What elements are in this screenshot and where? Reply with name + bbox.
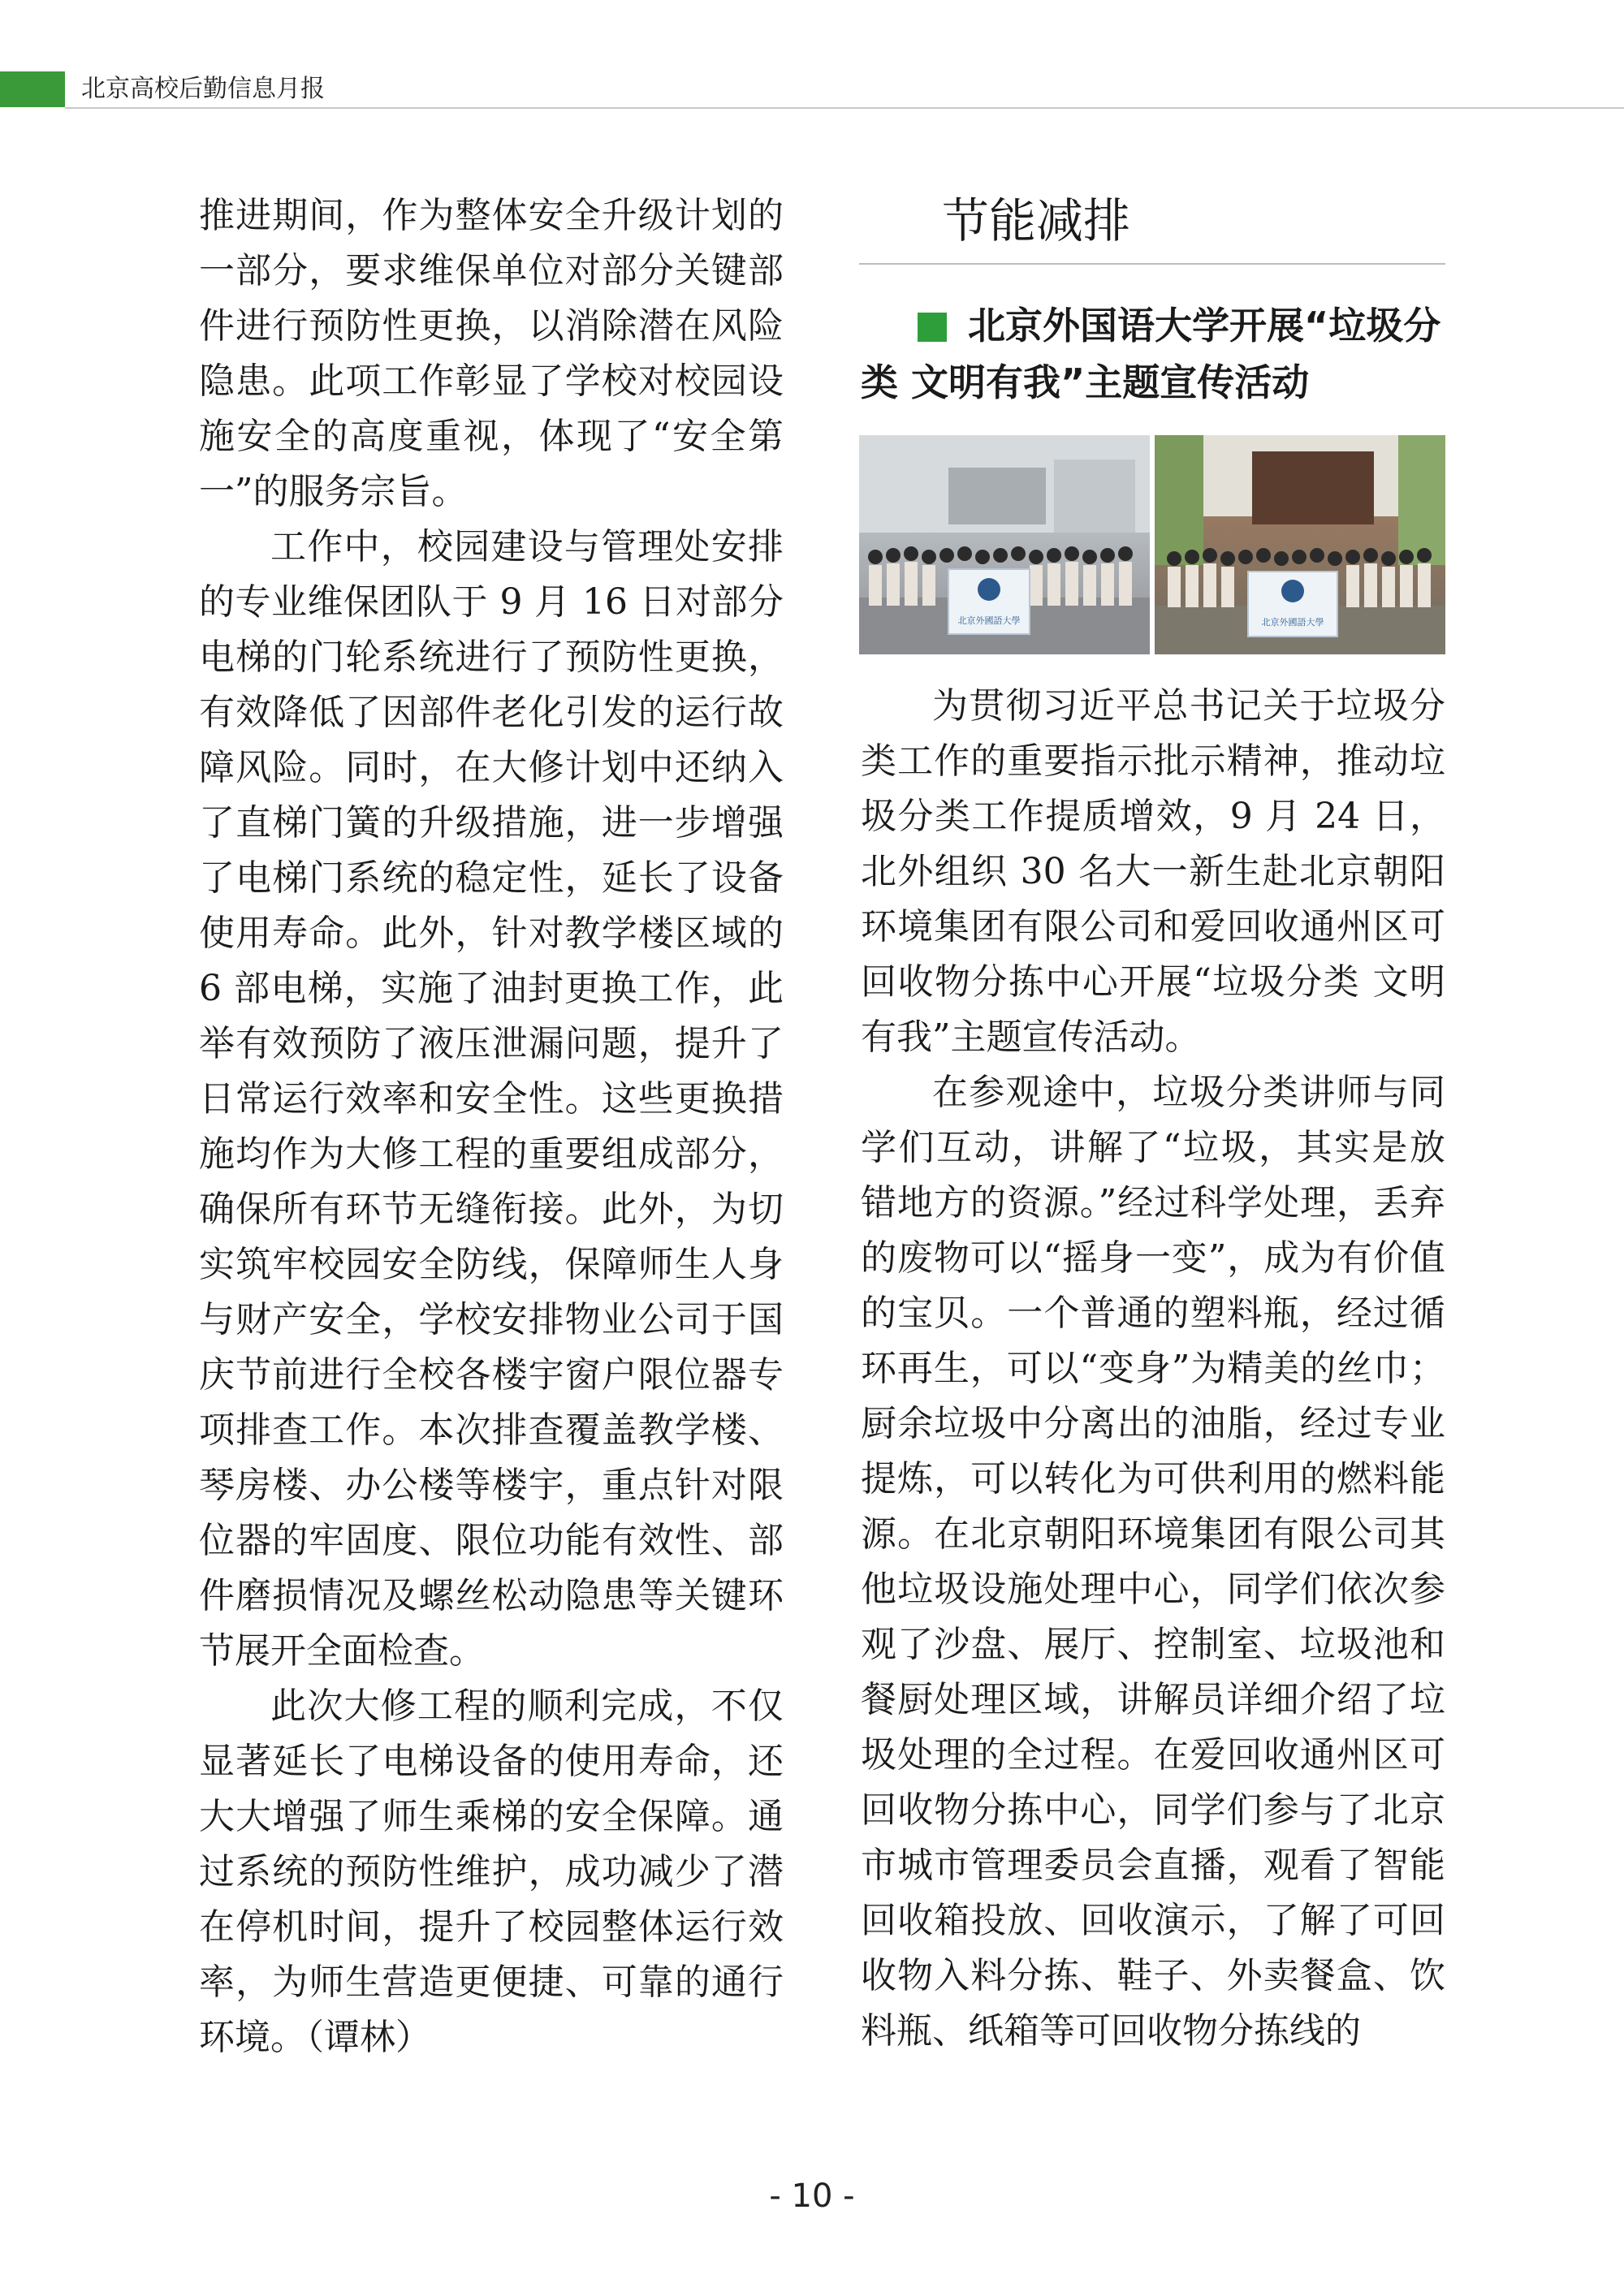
- right-column-body: [861, 679, 1445, 2059]
- article-title: [861, 297, 1445, 411]
- banner-text-1: 北京外國語大學: [957, 615, 1021, 626]
- publication-title: 北京高校后勤信息月报: [81, 75, 325, 103]
- left-paragraph-1: 推进期间，作为整体安全升级计划的一部分，要求维保单位对部分关键部件进行预防性更换，以消除潜在风险隐患。此项工作彰显了学校对校园设施安全的高度重视，体现了“安全第一”的服务宗旨。: [199, 195, 784, 512]
- header-accent-bar: [0, 71, 65, 107]
- left-column: [199, 188, 784, 2065]
- header-divider: [65, 107, 1624, 109]
- section-title: 节能减排: [942, 193, 1131, 248]
- article-photos: [859, 435, 1445, 654]
- banner-text-2: 北京外國語大學: [1261, 617, 1324, 628]
- page-number: - 10 -: [769, 2177, 855, 2215]
- right-paragraph-2: 在参观途中，垃圾分类讲师与同学们互动，讲解了“垃圾，其实是放错地方的资源。”经过科学处理，丢弃的废物可以“摇身一变”，成为有价值的宝贝。一个普通的塑料瓶，经过循环再生，可以“变身”为精美的丝巾；厨余垃圾中分离出的油脂，经过专业提炼，可以转化为可供利用的燃料能源。在北京朝阳环境集团有限公司其他垃圾设施处理中心，同学们依次参观了沙盘、展厅、控制室、垃圾池和餐厨处理区域，讲解员详细介绍了垃圾处理的全过程。在爱回收通州区可回收物分拣中心，同学们参与了北京市城市管理委员会直播，观看了智能回收箱投放、回收演示，了解了可回收物入料分拣、鞋子、外卖餐盒、饮料瓶、纸箱等可回收物分拣线的: [861, 1072, 1445, 2052]
- green-square-icon: [918, 313, 947, 342]
- group-photo-outdoor: [1155, 435, 1445, 654]
- section-divider: [859, 263, 1445, 265]
- photo-illustration-indoor: [859, 435, 1150, 654]
- group-photo-indoor: [859, 435, 1150, 654]
- article-title-text: 北京外国语大学开展“垃圾分类 文明有我”主题宣传活动: [861, 304, 1441, 404]
- left-paragraph-2: 工作中，校园建设与管理处安排的专业维保团队于 9 月 16 日对部分电梯的门轮系统进行了预防性更换，有效降低了因部件老化引发的运行故障风险。同时，在大修计划中还纳入了直梯门簧的升级措施，进一步增强了电梯门系统的稳定性，延长了设备使用寿命。此外，针对教学楼区域的 6 部电梯，实施了油封更换工作，此举有效预防了液压泄漏问题，提升了日常运行效率和安全性。这些更换措施均作为大修工程的重要组成部分，确保所有环节无缝衔接。此外，为切实筑牢校园安全防线，保障师生人身与财产安全，学校安排物业公司于国庆节前进行全校各楼宇窗户限位器专项排查工作。本次排查覆盖教学楼、琴房楼、办公楼等楼宇，重点针对限位器的牢固度、限位功能有效性、部件磨损情况及螺丝松动隐患等关键环节展开全面检查。: [199, 526, 784, 1672]
- left-paragraph-3: 此次大修工程的顺利完成，不仅显著延长了电梯设备的使用寿命，还大大增强了师生乘梯的安全保障。通过系统的预防性维护，成功减少了潜在停机时间，提升了校园整体运行效率，为师生营造更便捷、可靠的通行环境。（谭林）: [199, 1685, 784, 2058]
- photo-illustration-outdoor: [1155, 435, 1445, 654]
- right-paragraph-1: 为贯彻习近平总书记关于垃圾分类工作的重要指示批示精神，推动垃圾分类工作提质增效，9 月 24 日，北外组织 30 名大一新生赴北京朝阳环境集团有限公司和爱回收通州区可回收物分拣中心开展“垃圾分类 文明有我”主题宣传活动。: [861, 685, 1445, 1058]
